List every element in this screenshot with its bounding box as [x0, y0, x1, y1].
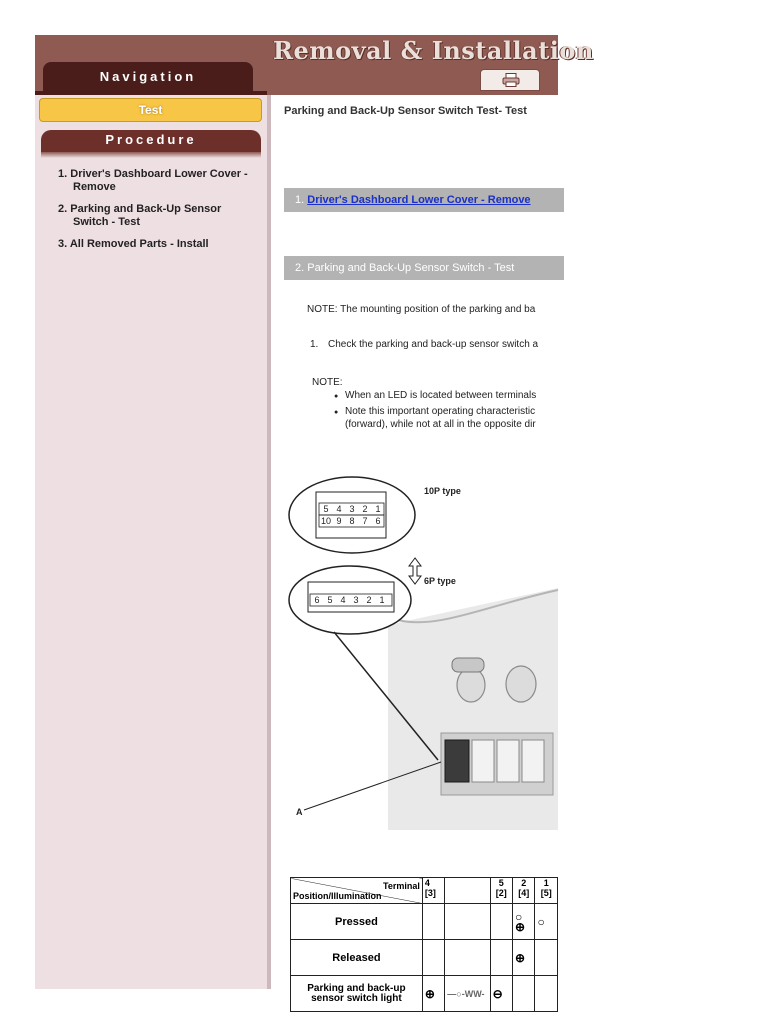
check-step-text: Check the parking and back-up sensor switch a	[328, 339, 539, 350]
col-5-label: 5	[498, 878, 504, 888]
procedure-header-shadow	[41, 152, 261, 158]
col-4-label: 4	[424, 878, 430, 888]
pin-10p-5: 5	[323, 504, 329, 514]
step-1-number: 1.	[295, 194, 305, 206]
pin-10p-1: 1	[375, 504, 381, 514]
procedure-item-number: 1.	[58, 168, 68, 180]
header-terminal: Terminal	[382, 880, 420, 891]
procedure-item-label: Driver's Dashboard Lower Cover - Remove	[70, 168, 248, 193]
step-1-link[interactable]: Driver's Dashboard Lower Cover - Remove	[307, 194, 531, 206]
switch-blank-2	[497, 740, 519, 782]
test-tab[interactable]: Test	[39, 98, 262, 122]
navigation-title: Navigation	[43, 62, 253, 91]
released-symbol: ⊕	[513, 940, 535, 976]
procedure-item-number: 2.	[58, 203, 68, 215]
procedure-item-label: All Removed Parts - Install	[69, 238, 209, 250]
main-content	[274, 95, 558, 1004]
pressed-line: ○	[535, 904, 558, 940]
knob-right	[506, 666, 536, 702]
pin-6p-6: 6	[314, 595, 320, 605]
pin-10p-2: 2	[362, 504, 368, 514]
pin-10p-8: 8	[349, 516, 355, 526]
col-blank	[445, 878, 490, 904]
pin-10p-7: 7	[362, 516, 368, 526]
row-released-label: Released	[291, 940, 423, 976]
light-minus-symbol: ⊖	[490, 976, 512, 1012]
header-position: Position/Illumination	[293, 890, 382, 901]
col-2-label: 2	[521, 878, 527, 888]
col-4-alt-label: [3]	[424, 888, 436, 898]
col-4	[422, 878, 444, 904]
pin-6p-3: 3	[353, 595, 359, 605]
label-10p-type: 10P type	[424, 486, 461, 496]
pin-10p-3: 3	[349, 504, 355, 514]
document-title: Parking and Back-Up Sensor Switch Test- Test	[284, 105, 527, 117]
double-arrow-icon	[409, 558, 421, 584]
app-frame	[35, 35, 594, 1004]
light-plus-symbol: ⊕	[422, 976, 444, 1012]
col-1	[535, 878, 558, 904]
procedure-item-3[interactable]	[58, 238, 258, 251]
pin-10p-9: 9	[336, 516, 342, 526]
procedure-item-number: 3.	[58, 238, 68, 250]
pin-6p-4: 4	[340, 595, 346, 605]
procedure-item-label: Parking and Back-Up Sensor Switch - Test	[70, 203, 222, 228]
pressed-symbols: ○ ⊕	[513, 904, 535, 940]
connector-location-figure	[288, 470, 558, 830]
col-1-alt-label: [5]	[540, 888, 552, 898]
pin-10p-10: 10	[320, 516, 332, 526]
procedure-list	[58, 168, 258, 260]
parking-sensor-switch	[445, 740, 469, 782]
pin-6p-2: 2	[366, 595, 372, 605]
pin-10p-6: 6	[375, 516, 381, 526]
print-button[interactable]	[480, 69, 540, 91]
row-light-label: Parking and back-up sensor switch light	[291, 976, 423, 1012]
note-bullet-1: ● When an LED is located between terminals	[345, 389, 536, 402]
light-resistor-symbol: —○-WW-	[445, 976, 490, 1012]
note-bullet-2: ● Note this important operating characteristic	[345, 405, 535, 418]
col-1-label: 1	[543, 878, 549, 888]
callout-a: A	[296, 807, 303, 817]
procedure-header: Procedure	[41, 130, 261, 152]
sidebar	[35, 95, 267, 989]
note-bullet-2-continued: (forward), while not at all in the opposite dir	[345, 419, 536, 430]
knob-left	[457, 668, 485, 702]
row-pressed-label: Pressed	[291, 904, 423, 940]
step-1-bar	[284, 188, 564, 212]
table-corner-header	[291, 878, 423, 904]
col-5	[490, 878, 512, 904]
page-heading: Removal & Installation	[273, 36, 594, 65]
step-2-bar: 2. Parking and Back-Up Sensor Switch - Test	[284, 256, 564, 280]
col-2	[513, 878, 535, 904]
switch-blank-1	[472, 740, 494, 782]
procedure-item-2[interactable]	[58, 203, 258, 229]
col-2-alt-label: [4]	[518, 888, 530, 898]
check-step-number: 1.	[310, 339, 319, 350]
header	[35, 35, 594, 95]
label-6p-type: 6P type	[424, 576, 456, 586]
pin-10p-4: 4	[336, 504, 342, 514]
toggle-slot	[452, 658, 484, 672]
switch-blank-3	[522, 740, 544, 782]
col-5-alt-label: [2]	[495, 888, 507, 898]
terminal-table	[290, 877, 558, 1012]
note-intro: NOTE: The mounting position of the parking and ba	[307, 304, 536, 315]
pin-6p-1: 1	[379, 595, 385, 605]
sidebar-divider	[267, 95, 271, 989]
procedure-item-1[interactable]	[58, 168, 258, 194]
pin-6p-5: 5	[327, 595, 333, 605]
note-label: NOTE:	[312, 377, 343, 388]
printer-icon	[502, 73, 520, 87]
